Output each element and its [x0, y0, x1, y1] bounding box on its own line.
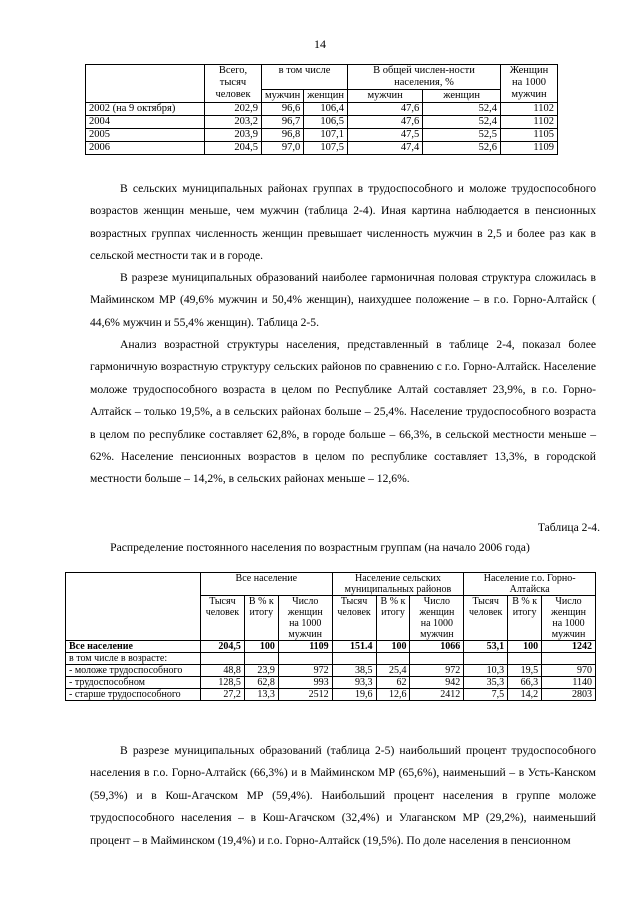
table-cell: 1102: [501, 116, 558, 129]
table-cell: [508, 653, 542, 665]
table-cell: 52,4: [423, 103, 501, 116]
table-cell: 203,9: [205, 129, 262, 142]
table-cell: 1242: [542, 641, 596, 653]
table-cell: 1140: [542, 677, 596, 689]
table-cell: [376, 653, 410, 665]
subheader-pct: В % к итогу: [376, 596, 410, 641]
subheader-thousand: Тысяч человек: [201, 596, 245, 641]
table-cell: 1066: [410, 641, 464, 653]
table-cell: 204,5: [201, 641, 245, 653]
table-cell: 47,6: [348, 116, 423, 129]
table-row: [86, 103, 558, 116]
subheader-pct: В % к итогу: [244, 596, 278, 641]
paragraph-1: В сельских муниципальных районах группах в трудоспособного и моложе трудоспособного возрастов женщин меньше, чем мужчин (таблица 2-4). Иная картина наблюдается в пенсионных возрастных группах численность женщин превышает численность мужчин в 2,5 и более раз как в сельской местности так и в городе.: [90, 182, 596, 263]
subheader-women: Число женщин на 1000 мужчин: [542, 596, 596, 641]
header-men: мужчин: [262, 90, 304, 103]
table-cell: 100: [244, 641, 278, 653]
table-cell: 96,6: [262, 103, 304, 116]
table-cell: [244, 653, 278, 665]
group2-header: Население сельских муниципальных районов: [332, 573, 464, 596]
header-men2: мужчин: [348, 90, 423, 103]
table-cell: 1105: [501, 129, 558, 142]
row-label: 2002 (на 9 октября): [86, 103, 205, 116]
table-cell: 48,8: [201, 665, 245, 677]
table-row: [66, 665, 596, 677]
table-cell: 47,5: [348, 129, 423, 142]
table-cell: 993: [278, 677, 332, 689]
age-groups-table: [65, 572, 596, 701]
page-number: 14: [314, 37, 326, 51]
table-cell: 128,5: [201, 677, 245, 689]
table-row: [86, 142, 558, 155]
table-cell: 7,5: [464, 689, 508, 701]
table-cell: 14,2: [508, 689, 542, 701]
table-cell: 107,1: [304, 129, 348, 142]
header-women: Женщин на 1000 мужчин: [501, 65, 558, 103]
table-cell: 47,6: [348, 103, 423, 116]
table-cell: 151.4: [332, 641, 376, 653]
table-cell: 202,9: [205, 103, 262, 116]
header-incl: в том числе: [262, 65, 348, 90]
table-cell: 53,1: [464, 641, 508, 653]
row-label: в том числе в возрасте:: [66, 653, 201, 665]
table-cell: 47,4: [348, 142, 423, 155]
table-cell: 10,3: [464, 665, 508, 677]
table-cell: 35,3: [464, 677, 508, 689]
row-label: Все население: [66, 641, 201, 653]
table-cell: 27,2: [201, 689, 245, 701]
table-row: [86, 116, 558, 129]
table-cell: 52,6: [423, 142, 501, 155]
table-cell: 52,4: [423, 116, 501, 129]
table-cell: 100: [508, 641, 542, 653]
table-cell: 19,5: [508, 665, 542, 677]
table-cell: 970: [542, 665, 596, 677]
paragraph-2: В разрезе муниципальных образований наиболее гармоничная половая структура сложилась в Майминском МР (49,6% мужчин и 50,4% женщин), наихудшее положение – в г.о. Горно-Алтайск ( 44,6% мужчин и 55,4% женщин). Таблица 2-5.: [90, 271, 596, 329]
paragraph-4: В разрезе муниципальных образований (таблица 2-5) наибольший процент трудоспособного населения в г.о. Горно-Алтайск (66,3%) и в Майминском МР (65,6%), наименьший – в Усть-Канском (59,3%) и в Кош-Агачском МР (59,4%). Наибольший процент населения в группе моложе трудоспособного населения – в Кош-Агачском (32,4%) и Улаганском МР (29,2%), наименьший процент – в Майминском (19,4%) и г.о. Горно-Алтайск (19,5%). По доле населения в пенсионном: [90, 744, 596, 847]
table-row: [66, 653, 596, 665]
table-cell: 972: [278, 665, 332, 677]
table-cell: 203,2: [205, 116, 262, 129]
table-cell: [542, 653, 596, 665]
row-label: - трудоспособном: [66, 677, 201, 689]
row-label: 2004: [86, 116, 205, 129]
table-cell: 1109: [278, 641, 332, 653]
table2-caption: Таблица 2-4.: [537, 521, 600, 534]
table-cell: 972: [410, 665, 464, 677]
table-cell: [201, 653, 245, 665]
row-label: 2006: [86, 142, 205, 155]
header-total: Всего, тысяч человек: [205, 65, 262, 103]
table-cell: 23,9: [244, 665, 278, 677]
table-cell: 107,5: [304, 142, 348, 155]
table-cell: [410, 653, 464, 665]
table-cell: 62: [376, 677, 410, 689]
table-cell: 66,3: [508, 677, 542, 689]
table-cell: 2803: [542, 689, 596, 701]
table-cell: 93,3: [332, 677, 376, 689]
group1-header: Все население: [201, 573, 333, 596]
table-cell: 25,4: [376, 665, 410, 677]
header-share: В общей числен-ности населения, %: [348, 65, 501, 90]
subheader-thousand: Тысяч человек: [332, 596, 376, 641]
table-cell: 2512: [278, 689, 332, 701]
table-cell: 942: [410, 677, 464, 689]
table-cell: 62,8: [244, 677, 278, 689]
table-cell: 52,5: [423, 129, 501, 142]
table-cell: 96,8: [262, 129, 304, 142]
table-cell: 1109: [501, 142, 558, 155]
table-row: [66, 689, 596, 701]
subheader-pct: В % к итогу: [508, 596, 542, 641]
table-row: [66, 641, 596, 653]
row-label: - старше трудоспособного: [66, 689, 201, 701]
header-wom2: женщин: [423, 90, 501, 103]
table-cell: 96,7: [262, 116, 304, 129]
table-cell: [278, 653, 332, 665]
row-label: - моложе трудоспособного: [66, 665, 201, 677]
row-label: 2005: [86, 129, 205, 142]
table-cell: [464, 653, 508, 665]
paragraph-3: Анализ возрастной структуры населения, представленный в таблице 2-4, показал более гармоничную возрастную структуру сельских районов по сравнению с г.о. Горно-Алтайск. Население моложе трудоспособного возраста в целом по Республике Алтай составляет 23,9%, в г.о. Горно-Алтайск – только 19,5%, а в сельских районах больше – 25,4%. Население трудоспособного возраста в целом по республике составляет 62,8%, в городе больше – 66,3%, в сельской местности меньше – 62%. Население пенсионных возрастов в целом по республике составляет 13,3%, в городской местности больше – 14,2%, в сельских районах меньше – 12,6%.: [90, 338, 596, 486]
table-cell: [332, 653, 376, 665]
table2-title: Распределение постоянного населения по возрастным группам (на начало 2006 года): [110, 541, 530, 554]
subheader-women: Число женщин на 1000 мужчин: [410, 596, 464, 641]
header-wom: женщин: [304, 90, 348, 103]
sex-ratio-table: [85, 64, 558, 155]
table-cell: 12,6: [376, 689, 410, 701]
group3-header: Население г.о. Горно-Алтайска: [464, 573, 596, 596]
table-row: [66, 677, 596, 689]
table-cell: 1102: [501, 103, 558, 116]
table-cell: 106,4: [304, 103, 348, 116]
table-cell: 204,5: [205, 142, 262, 155]
subheader-women: Число женщин на 1000 мужчин: [278, 596, 332, 641]
table-cell: 13,3: [244, 689, 278, 701]
table-cell: 2412: [410, 689, 464, 701]
table-cell: 97,0: [262, 142, 304, 155]
subheader-thousand: Тысяч человек: [464, 596, 508, 641]
table-cell: 106,5: [304, 116, 348, 129]
table-cell: 19,6: [332, 689, 376, 701]
table-row: [86, 129, 558, 142]
table-cell: 38,5: [332, 665, 376, 677]
table-cell: 100: [376, 641, 410, 653]
